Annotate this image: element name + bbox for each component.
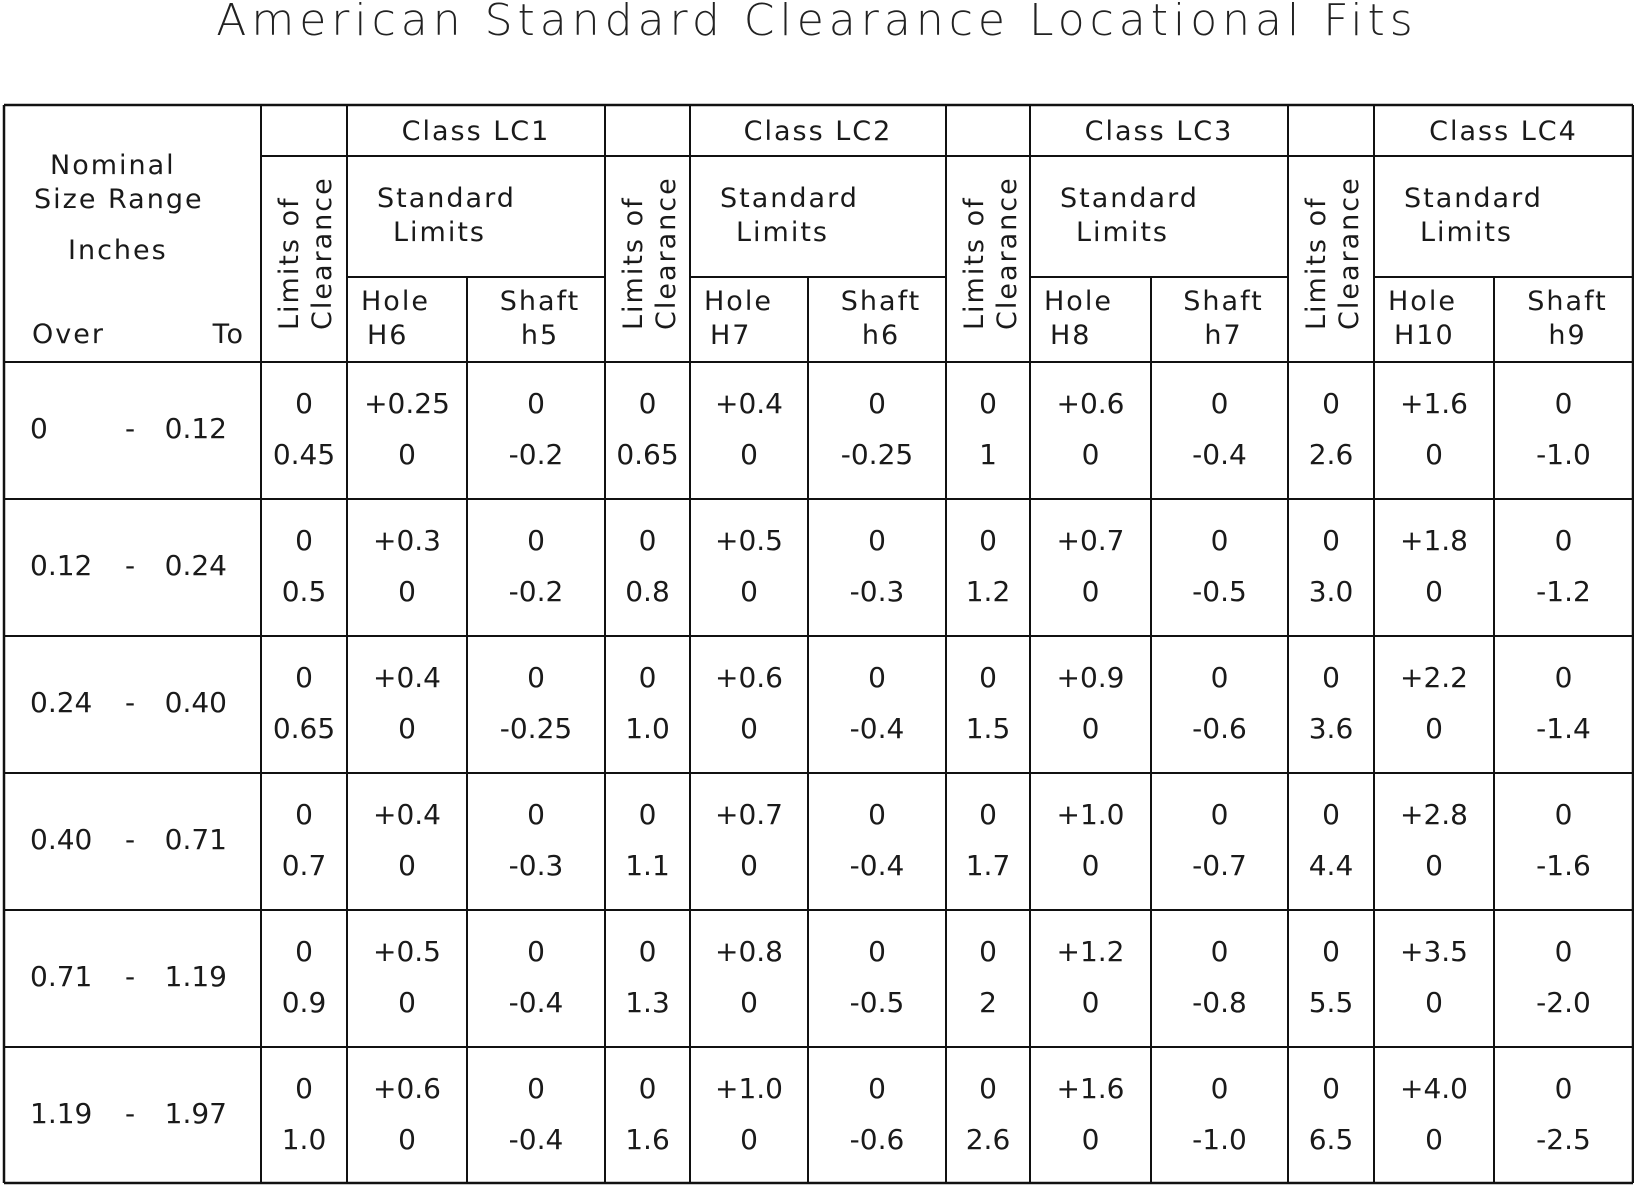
size-dash: - [124, 549, 136, 582]
hole-label: Hole [1388, 286, 1457, 317]
shaft-upper-limit-value: 0 [1554, 524, 1573, 557]
shaft-lower-limit-value: -1.0 [1536, 438, 1591, 471]
clearance-max-value: 1.1 [625, 849, 670, 882]
hole-lower-limit-value: 0 [398, 438, 416, 471]
shaft-upper-limit-value: 0 [1554, 661, 1573, 694]
shaft-label: Shaft [840, 286, 922, 317]
standard-limits-label: Limits [393, 217, 486, 248]
hole-upper-limit-value: +2.8 [1400, 798, 1468, 831]
page-title: American Standard Clearance Locational Fits [216, 0, 1418, 46]
shaft-lower-limit-value: -0.3 [508, 849, 564, 882]
limits-of-clearance-label: Clearance [992, 176, 1023, 330]
hole-lower-limit-value: 0 [740, 712, 758, 745]
clearance-max-value: 1.0 [281, 1123, 327, 1156]
shaft-lower-limit-value: -0.25 [499, 712, 573, 745]
clearance-max-value: 0.7 [281, 849, 327, 882]
hole-upper-limit-value: +1.6 [1400, 387, 1468, 420]
clearance-min-value: 0 [979, 524, 997, 557]
clearance-max-value: 1 [979, 438, 997, 471]
clearance-max-value: 0.8 [625, 575, 670, 608]
clearance-max-value: 1.0 [625, 712, 670, 745]
clearance-max-value: 0.9 [281, 986, 327, 1019]
class-header: Class LC1 [401, 116, 551, 147]
hole-lower-limit-value: 0 [740, 1123, 758, 1156]
size-to-value: 1.97 [164, 1097, 227, 1130]
clearance-max-value: 1.3 [625, 986, 670, 1019]
shaft-label: Shaft [1183, 286, 1264, 317]
clearance-min-value: 0 [638, 1072, 657, 1105]
clearance-max-value: 0.5 [281, 575, 327, 608]
clearance-max-value: 1.5 [965, 712, 1011, 745]
hole-lower-limit-value: 0 [740, 438, 758, 471]
size-over-value: 0.12 [30, 549, 93, 582]
clearance-max-value: 1.7 [965, 849, 1011, 882]
clearance-max-value: 2.6 [1308, 438, 1354, 471]
hole-upper-limit-value: +0.6 [373, 1072, 441, 1105]
hole-lower-limit-value: 0 [398, 986, 416, 1019]
hole-label: Hole [1044, 286, 1113, 317]
hole-lower-limit-value: 0 [740, 986, 758, 1019]
shaft-grade: h9 [1548, 320, 1587, 351]
shaft-upper-limit-value: 0 [527, 661, 545, 694]
hole-lower-limit-value: 0 [1081, 986, 1100, 1019]
size-header-to: To [212, 319, 245, 350]
hole-upper-limit-value: +3.5 [1400, 935, 1468, 968]
hole-lower-limit-value: 0 [1425, 986, 1443, 1019]
size-header-size-range: Size Range [34, 184, 204, 215]
hole-upper-limit-value: +0.7 [715, 798, 783, 831]
size-dash: - [124, 686, 136, 719]
shaft-upper-limit-value: 0 [1210, 798, 1229, 831]
hole-lower-limit-value: 0 [1425, 712, 1443, 745]
hole-upper-limit-value: +0.25 [364, 387, 450, 420]
hole-lower-limit-value: 0 [1081, 849, 1100, 882]
size-to-value: 1.19 [164, 960, 227, 993]
hole-upper-limit-value: +2.2 [1400, 661, 1468, 694]
size-header-nominal: Nominal [50, 150, 176, 181]
hole-lower-limit-value: 0 [398, 849, 416, 882]
hole-lower-limit-value: 0 [1081, 438, 1100, 471]
shaft-upper-limit-value: 0 [1554, 387, 1573, 420]
hole-upper-limit-value: +0.4 [373, 798, 441, 831]
shaft-lower-limit-value: -1.2 [1536, 575, 1591, 608]
shaft-upper-limit-value: 0 [868, 524, 886, 557]
size-dash: - [124, 1097, 136, 1130]
shaft-upper-limit-value: 0 [527, 935, 545, 968]
limits-of-clearance-label: Clearance [1334, 176, 1365, 330]
size-dash: - [124, 823, 136, 856]
shaft-lower-limit-value: -1.0 [1192, 1123, 1247, 1156]
size-to-value: 0.12 [164, 412, 227, 445]
shaft-label: Shaft [499, 286, 581, 317]
shaft-lower-limit-value: -0.25 [840, 438, 914, 471]
class-header: Class LC3 [1084, 116, 1234, 147]
shaft-grade: h7 [1204, 320, 1243, 351]
shaft-upper-limit-value: 0 [527, 1072, 545, 1105]
class-header: Class LC2 [743, 116, 893, 147]
hole-label: Hole [361, 286, 430, 317]
size-to-value: 0.40 [164, 686, 227, 719]
standard-limits-label: Standard [1060, 183, 1199, 214]
limits-of-clearance-label: Limits of [274, 196, 305, 330]
shaft-upper-limit-value: 0 [527, 387, 545, 420]
clearance-min-value: 0 [638, 387, 657, 420]
size-header-over: Over [32, 319, 105, 350]
hole-upper-limit-value: +0.6 [1056, 387, 1125, 420]
hole-upper-limit-value: +1.8 [1400, 524, 1468, 557]
hole-upper-limit-value: +0.8 [715, 935, 783, 968]
clearance-min-value: 0 [638, 524, 657, 557]
size-over-value: 0.71 [30, 960, 93, 993]
shaft-upper-limit-value: 0 [527, 524, 545, 557]
size-to-value: 0.71 [164, 823, 227, 856]
clearance-min-value: 0 [979, 387, 997, 420]
shaft-label: Shaft [1527, 286, 1608, 317]
hole-lower-limit-value: 0 [1081, 1123, 1100, 1156]
hole-grade: H8 [1050, 320, 1092, 351]
standard-limits-label: Limits [1076, 217, 1169, 248]
clearance-min-value: 0 [295, 661, 313, 694]
shaft-lower-limit-value: -2.0 [1536, 986, 1591, 1019]
hole-upper-limit-value: +1.6 [1056, 1072, 1125, 1105]
limits-of-clearance-label: Limits of [618, 196, 649, 330]
size-dash: - [124, 960, 136, 993]
clearance-max-value: 0.65 [272, 712, 336, 745]
shaft-lower-limit-value: -0.4 [1192, 438, 1247, 471]
hole-lower-limit-value: 0 [1425, 438, 1443, 471]
shaft-lower-limit-value: -0.3 [849, 575, 905, 608]
clearance-max-value: 2.6 [965, 1123, 1011, 1156]
clearance-min-value: 0 [1322, 798, 1340, 831]
hole-upper-limit-value: +1.0 [715, 1072, 783, 1105]
shaft-upper-limit-value: 0 [527, 798, 545, 831]
shaft-upper-limit-value: 0 [868, 935, 886, 968]
hole-upper-limit-value: +0.4 [715, 387, 783, 420]
clearance-max-value: 3.6 [1308, 712, 1354, 745]
shaft-lower-limit-value: -0.4 [508, 986, 564, 1019]
shaft-upper-limit-value: 0 [1554, 798, 1573, 831]
clearance-min-value: 0 [979, 798, 997, 831]
hole-lower-limit-value: 0 [398, 712, 416, 745]
hole-lower-limit-value: 0 [740, 849, 758, 882]
clearance-max-value: 4.4 [1308, 849, 1354, 882]
shaft-lower-limit-value: -0.8 [1192, 986, 1247, 1019]
clearance-min-value: 0 [979, 1072, 997, 1105]
hole-upper-limit-value: +0.7 [1056, 524, 1125, 557]
hole-grade: H7 [710, 320, 752, 351]
clearance-min-value: 0 [1322, 1072, 1340, 1105]
clearance-max-value: 2 [979, 986, 997, 1019]
clearance-max-value: 3.0 [1308, 575, 1354, 608]
shaft-upper-limit-value: 0 [1210, 524, 1229, 557]
shaft-upper-limit-value: 0 [868, 1072, 886, 1105]
shaft-lower-limit-value: -0.7 [1192, 849, 1247, 882]
clearance-min-value: 0 [1322, 387, 1340, 420]
shaft-upper-limit-value: 0 [1210, 935, 1229, 968]
hole-upper-limit-value: +0.6 [715, 661, 783, 694]
shaft-lower-limit-value: -0.4 [508, 1123, 564, 1156]
shaft-lower-limit-value: -0.2 [508, 575, 564, 608]
hole-lower-limit-value: 0 [398, 1123, 416, 1156]
hole-upper-limit-value: +0.5 [715, 524, 783, 557]
limits-of-clearance-label: Clearance [651, 176, 682, 330]
shaft-upper-limit-value: 0 [1210, 1072, 1229, 1105]
hole-grade: H10 [1394, 320, 1455, 351]
hole-lower-limit-value: 0 [1081, 575, 1100, 608]
clearance-min-value: 0 [295, 387, 313, 420]
clearance-min-value: 0 [295, 1072, 313, 1105]
size-to-value: 0.24 [164, 549, 227, 582]
standard-limits-label: Standard [377, 183, 516, 214]
shaft-lower-limit-value: -0.6 [1192, 712, 1247, 745]
shaft-lower-limit-value: -1.6 [1536, 849, 1591, 882]
clearance-min-value: 0 [638, 935, 657, 968]
clearance-min-value: 0 [1322, 935, 1340, 968]
clearance-min-value: 0 [295, 524, 313, 557]
size-dash: - [124, 412, 136, 445]
shaft-upper-limit-value: 0 [868, 798, 886, 831]
clearance-max-value: 6.5 [1308, 1123, 1354, 1156]
hole-lower-limit-value: 0 [1425, 849, 1443, 882]
shaft-upper-limit-value: 0 [1210, 387, 1229, 420]
clearance-min-value: 0 [295, 798, 313, 831]
size-over-value: 0.40 [30, 823, 93, 856]
shaft-lower-limit-value: -0.5 [849, 986, 905, 1019]
hole-upper-limit-value: +1.2 [1056, 935, 1125, 968]
shaft-upper-limit-value: 0 [1554, 935, 1573, 968]
clearance-max-value: 0.65 [616, 438, 679, 471]
hole-lower-limit-value: 0 [398, 575, 416, 608]
hole-grade: H6 [367, 320, 409, 351]
shaft-upper-limit-value: 0 [1554, 1072, 1573, 1105]
hole-lower-limit-value: 0 [740, 575, 758, 608]
class-header: Class LC4 [1429, 116, 1578, 147]
hole-upper-limit-value: +0.3 [373, 524, 441, 557]
hole-lower-limit-value: 0 [1081, 712, 1100, 745]
shaft-upper-limit-value: 0 [868, 661, 886, 694]
shaft-lower-limit-value: -0.2 [508, 438, 564, 471]
clearance-max-value: 0.45 [272, 438, 336, 471]
limits-of-clearance-label: Limits of [959, 196, 990, 330]
hole-upper-limit-value: +0.4 [373, 661, 441, 694]
clearance-min-value: 0 [979, 935, 997, 968]
shaft-grade: h5 [520, 320, 560, 351]
size-over-value: 0.24 [30, 686, 93, 719]
hole-upper-limit-value: +4.0 [1400, 1072, 1468, 1105]
shaft-upper-limit-value: 0 [1210, 661, 1229, 694]
shaft-lower-limit-value: -0.4 [849, 849, 905, 882]
shaft-upper-limit-value: 0 [868, 387, 886, 420]
shaft-lower-limit-value: -0.4 [849, 712, 905, 745]
shaft-lower-limit-value: -0.6 [849, 1123, 905, 1156]
clearance-min-value: 0 [638, 661, 657, 694]
limits-of-clearance-label: Clearance [307, 176, 338, 330]
clearance-min-value: 0 [979, 661, 997, 694]
clearance-min-value: 0 [638, 798, 657, 831]
clearance-max-value: 5.5 [1308, 986, 1354, 1019]
size-header-inches: Inches [68, 235, 168, 266]
hole-lower-limit-value: 0 [1425, 1123, 1443, 1156]
hole-upper-limit-value: +1.0 [1056, 798, 1125, 831]
standard-limits-label: Standard [1404, 183, 1543, 214]
shaft-grade: h6 [861, 320, 901, 351]
size-over-value: 0 [30, 412, 48, 445]
shaft-lower-limit-value: -0.5 [1192, 575, 1247, 608]
shaft-lower-limit-value: -2.5 [1536, 1123, 1591, 1156]
clearance-min-value: 0 [1322, 524, 1340, 557]
hole-lower-limit-value: 0 [1425, 575, 1443, 608]
clearance-min-value: 0 [1322, 661, 1340, 694]
size-over-value: 1.19 [30, 1097, 93, 1130]
shaft-lower-limit-value: -1.4 [1536, 712, 1591, 745]
hole-label: Hole [704, 286, 773, 317]
clearance-max-value: 1.2 [965, 575, 1011, 608]
clearance-max-value: 1.6 [625, 1123, 670, 1156]
clearance-min-value: 0 [295, 935, 313, 968]
hole-upper-limit-value: +0.5 [373, 935, 441, 968]
standard-limits-label: Limits [1420, 217, 1513, 248]
hole-upper-limit-value: +0.9 [1056, 661, 1125, 694]
limits-of-clearance-label: Limits of [1301, 196, 1332, 330]
standard-limits-label: Standard [720, 183, 859, 214]
standard-limits-label: Limits [736, 217, 829, 248]
